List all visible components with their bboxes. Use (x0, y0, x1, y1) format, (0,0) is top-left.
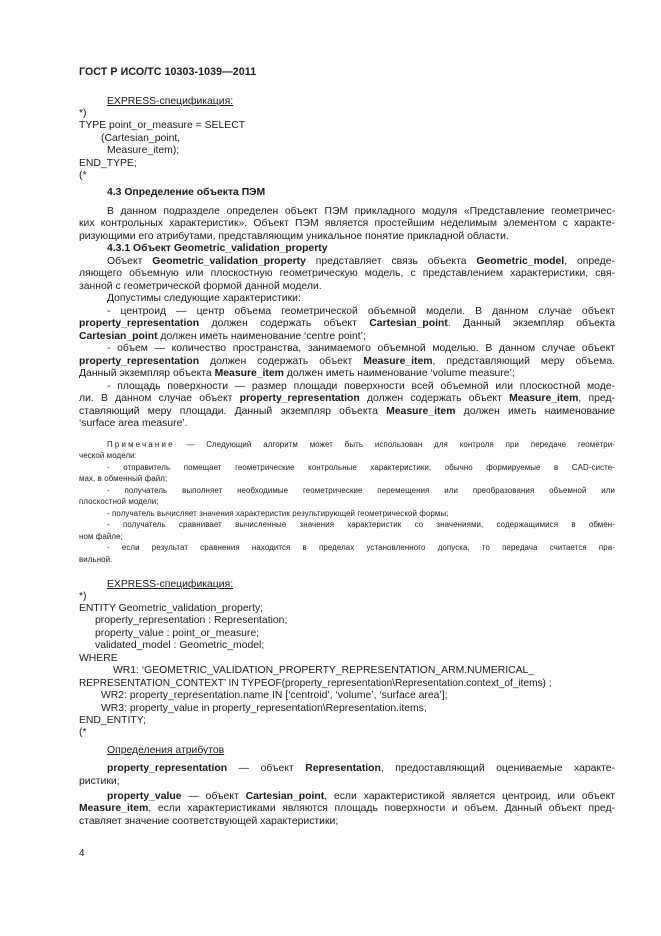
subsection-heading: 4.3.1 Объект Geometric_validation_property (107, 243, 328, 254)
note-line: мах, в обменный файл; (79, 474, 168, 483)
document-header: ГОСТ Р ИСО/ТС 10303-1039—2011 (79, 66, 257, 78)
list-item-line: - площадь поверхности — размер площади поверхности всей объемной или плоскостной моде- (107, 381, 615, 392)
code-line: property_representation : Representation; (95, 615, 288, 626)
list-item-line: ‘surface area measure’. (79, 418, 188, 429)
code-line: (Cartesian_point, (101, 133, 181, 144)
attribute-line: ставляет значение соответствующей характеристики; (79, 816, 339, 827)
paragraph-line: ляющего объемную или плоскостную геометрическую модель, с представлением характеристики, свя- (79, 268, 615, 279)
attribute-line: ристики; (79, 776, 120, 787)
code-line: validated_model : Geometric_model; (95, 640, 265, 651)
note-line: Примечание — Следующий алгоритм может быть использован для контроля при передаче геометри- (107, 440, 615, 449)
code-line: ENTITY Geometric_validation_property; (79, 603, 264, 614)
attribute-line: Measure_item, если характеристиками являются площадь поверхности и объем. Данный объект пред- (79, 803, 615, 814)
attribute-line: property_representation — объект Representation, предоставляющий оцениваемые характе- (107, 763, 615, 774)
code-line: WR2: property_representation.name IN [‘centroid’, ‘volume’, ‘surface area’]; (101, 690, 448, 701)
list-item-line: property_representation должен содержать объект Cartesian_point. Данный экземпляр объекта (79, 318, 615, 329)
code-line: *) (79, 591, 87, 602)
note-label: Примечание (107, 440, 175, 449)
attributes-heading: Определения атрибутов (107, 745, 225, 756)
note-line: - получатель выполняет необходимые геометрические перемещения или преобразования объемной или (107, 486, 615, 495)
express-label: EXPRESS-спецификация: (107, 96, 234, 107)
note-line: - если результат сравнения находится в пределах установленного допуска, то передача считается пра- (107, 543, 615, 552)
note-line: ческой модели: (79, 451, 137, 460)
note-line: - отправитель помещает геометрические контрольные характеристики, обычно формируемые в CAD-систе- (107, 463, 615, 472)
express-label: EXPRESS-спецификация: (107, 579, 234, 590)
list-item-line: ли. В данном случае объект property_representation должен содержать объект Measure_item, пред- (79, 393, 615, 404)
paragraph-line: Объект Geometric_validation_property представляет связь объекта Geometric_model, опреде- (107, 256, 615, 267)
list-item-line: - центроид — центр объема геометрической объемной модели. В данном случае объект (107, 306, 615, 317)
note-line: - получатель вычисляет значения характеристик результирующей геометрической формы; (107, 509, 449, 518)
note-line: ном файле; (79, 532, 123, 541)
paragraph-line: Допустимы следующие характеристики: (107, 293, 301, 304)
code-line: *) (79, 108, 87, 119)
code-line: WR1: ‘GEOMETRIC_VALIDATION_PROPERTY_REPRESENTATION_ARM.NUMERICAL_ (113, 665, 535, 676)
code-line: END_TYPE; (79, 158, 137, 169)
paragraph-line: ризующими его атрибутами, представляющим уникальное понятие прикладной области. (79, 231, 509, 242)
code-line: TYPE point_or_measure = SELECT (79, 120, 246, 131)
list-item-line: ставляющий меру площади. Данный экземпляр объекта Measure_item должен иметь наименование (79, 406, 615, 417)
list-item-line: - объем — количество пространства, занимаемого объемной моделью. В данном случае объект (107, 343, 615, 354)
page-number: 4 (79, 848, 85, 859)
code-line: WR3: property_value in property_representation\Representation.items; (101, 703, 427, 714)
code-line: END_ENTITY; (79, 715, 146, 726)
code-line: property_value : point_or_measure; (95, 628, 260, 639)
section-heading: 4.3 Определение объекта ПЭМ (107, 187, 266, 198)
paragraph-line: ких контрольных характеристик». Объект ПЭМ является простейшим неделимым элементом с характе- (79, 218, 615, 229)
list-item-line: property_representation должен содержать объект Measure_item, представляющий меру объема. (79, 356, 615, 367)
attribute-line: property_value — объект Cartesian_point, если характеристикой является центроид, или объект (107, 791, 615, 802)
list-item-line: Данный экземпляр объекта Measure_item должен иметь наименование ‘volume measure’; (79, 368, 515, 379)
note-line: плоскостной модели; (79, 497, 159, 506)
note-line: - получатель сравнивает вычисленные значения характеристик со значениями, содержащимися в обмен- (107, 520, 615, 529)
note-line: вильной. (79, 555, 113, 564)
code-line: (* (79, 170, 87, 181)
paragraph-line: занной с геометрической формой данной модели. (79, 281, 322, 292)
code-line: REPRESENTATION_CONTEXT’ IN TYPEOF(property_representation\Representation.context_of_items) ; (79, 678, 552, 689)
code-line: Measure_item); (107, 145, 180, 156)
list-item-line: Cartesian_point должен иметь наименование ‘centre point’; (79, 331, 366, 342)
code-line: (* (79, 727, 87, 738)
code-line: WHERE (79, 653, 118, 664)
paragraph-line: В данном подразделе определен объект ПЭМ прикладного модуля «Представление геометричес- (107, 206, 615, 217)
